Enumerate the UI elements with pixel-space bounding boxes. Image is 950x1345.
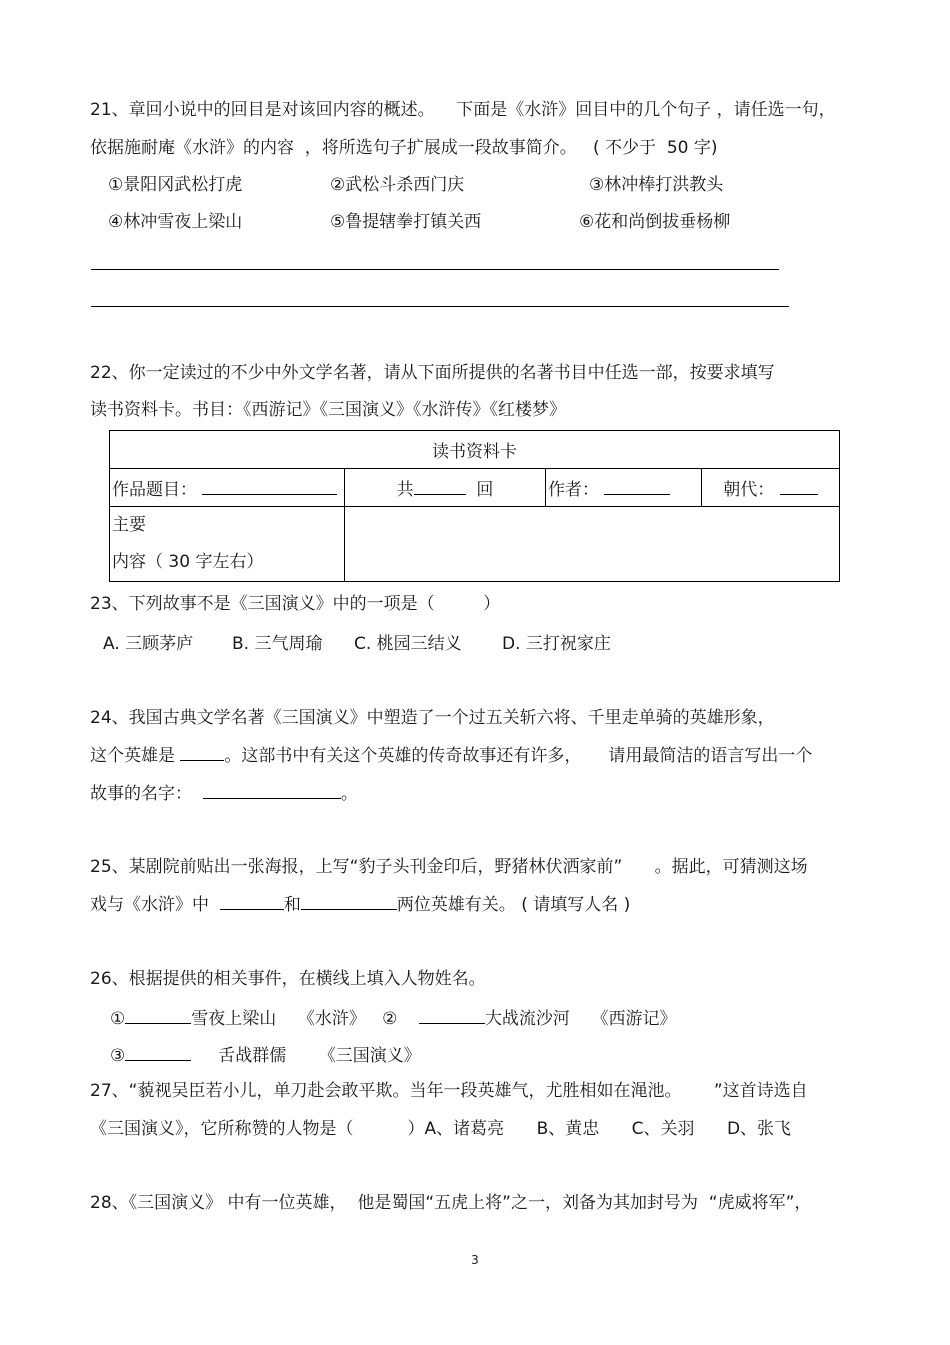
q22-stem-line1: 22、你一定读过的不少中外文学名著，请从下面所提供的名著书目中任选一部，按要求填写 [90, 363, 775, 383]
chapters-cell[interactable] [345, 469, 546, 507]
q27-stem-line2: 《三国演义》，它所称赞的人物是（ ）A、诸葛亮 B、黄忠 C、关羽 D、张飞 [90, 1119, 792, 1139]
q24-line2-text-a: 这个英雄是 [90, 746, 181, 766]
q21-stem-line1: 21、章回小说中的回目是对该回内容的概述。 下面是《水浒》回目中的几个句子 ，请任选一句， [90, 100, 836, 120]
work-title-cell[interactable] [110, 469, 345, 507]
content-label-1: 主要 [112, 515, 146, 535]
q21-option-3: ③林冲棒打洪教头 [589, 175, 724, 195]
q23-option-b[interactable]: B. 三气周瑜 [232, 634, 323, 654]
q24-line2-text-b: 。这部书中有关这个英雄的传奇故事还有许多， 请用最简洁的语言写出一个 [224, 746, 813, 766]
q24-stem-line3 [90, 782, 358, 805]
q26-item2-text: 大战流沙河 《西游记》 [484, 1009, 677, 1029]
chapters-pre-label: 共 [396, 480, 414, 500]
q25-line2-text-c: 两位英雄有关。 ( 请填写人名 ) [396, 895, 631, 915]
reading-card-table [109, 430, 840, 582]
q26-item1-marker: ① [110, 1009, 126, 1029]
q21-option-1: ①景阳冈武松打虎 [108, 175, 243, 195]
q26-blank-1[interactable] [125, 1007, 191, 1024]
q26-item3-marker: ③ [110, 1046, 126, 1066]
q21-option-6: ⑥花和尚倒拔垂杨柳 [579, 212, 731, 232]
q24-hero-blank[interactable] [180, 744, 224, 761]
q24-stem-line1: 24、我国古典文学名著《三国演义》中塑造了一个过五关斩六将、千里走单骑的英雄形象， [90, 708, 775, 728]
q24-story-blank[interactable] [203, 782, 341, 799]
author-label: 作者： [548, 480, 599, 500]
q21-option-2: ②武松斗杀西门庆 [330, 175, 465, 195]
q23-option-a[interactable]: A. 三顾茅庐 [103, 634, 194, 654]
q24-line3-text-a: 故事的名字： [90, 784, 203, 804]
content-answer-cell[interactable] [345, 507, 840, 582]
q26-row-2 [110, 1044, 421, 1067]
q21-answer-line-1[interactable] [91, 269, 779, 270]
q26-row-1 [110, 1007, 677, 1030]
q24-line3-text-b: 。 [340, 784, 358, 804]
content-label-cell [110, 507, 345, 582]
dynasty-label: 朝代： [723, 480, 775, 500]
q25-line2-text-a: 戏与《水浒》中 [90, 895, 220, 915]
author-cell[interactable] [546, 469, 702, 507]
dynasty-blank[interactable] [780, 478, 818, 495]
work-title-blank[interactable] [202, 478, 337, 495]
q28-stem-line1: 28、《三国演义》 中有一位英雄， 他是蜀国“五虎上将”之一，刘备为其加封号为 “虎威将军”， [90, 1193, 812, 1213]
q21-stem-line2: 依据施耐庵《水浒》的内容 ，将所选句子扩展成一段故事简介。 ( 不少于 50 字) [90, 138, 718, 158]
q21-answer-line-2[interactable] [91, 306, 789, 307]
q25-hero-blank-1[interactable] [220, 893, 284, 910]
work-title-label: 作品题目： [112, 480, 197, 500]
chapters-post-label: 回 [476, 480, 494, 500]
chapters-blank[interactable] [414, 478, 466, 495]
q25-hero-blank-2[interactable] [301, 893, 397, 910]
q23-stem: 23、下列故事不是《三国演义》中的一项是（ ） [90, 594, 501, 614]
page-number: 3 [471, 1253, 479, 1267]
q23-option-c[interactable]: C. 桃园三结义 [354, 634, 462, 654]
q27-stem-line1: 27、“藐视吴臣若小儿，单刀赴会敢平欺。当年一段英雄气，尤胜相如在渑池。 ”这首诗选自 [90, 1081, 808, 1101]
q24-stem-line2 [90, 744, 812, 767]
q21-option-5: ⑤鲁提辖拳打镇关西 [330, 212, 482, 232]
q26-item1-text: 雪夜上梁山 《水浒》 ② [191, 1009, 419, 1029]
q23-option-d[interactable]: D. 三打祝家庄 [502, 634, 611, 654]
q25-stem-line2 [90, 893, 630, 916]
author-blank[interactable] [604, 478, 670, 495]
reading-card-title: 读书资料卡 [110, 431, 840, 469]
q26-blank-2[interactable] [419, 1007, 485, 1024]
q21-option-4: ④林冲雪夜上梁山 [108, 212, 243, 232]
q26-blank-3[interactable] [125, 1044, 191, 1061]
q26-stem: 26、根据提供的相关事件，在横线上填入人物姓名。 [90, 969, 486, 989]
q26-item3-text: 舌战群儒 《三国演义》 [191, 1046, 421, 1066]
q25-stem-line1: 25、某剧院前贴出一张海报，上写“豹子头刊金印后，野猪林伏洒家前” 。据此，可猜测这场 [90, 857, 808, 877]
dynasty-cell[interactable] [702, 469, 840, 507]
q25-line2-text-b: 和 [283, 895, 301, 915]
content-label-2: 内容（ 30 字左右） [112, 552, 264, 572]
q22-stem-line2: 读书资料卡。书目：《西游记》《三国演义》《水浒传》《红楼梦》 [90, 400, 566, 420]
